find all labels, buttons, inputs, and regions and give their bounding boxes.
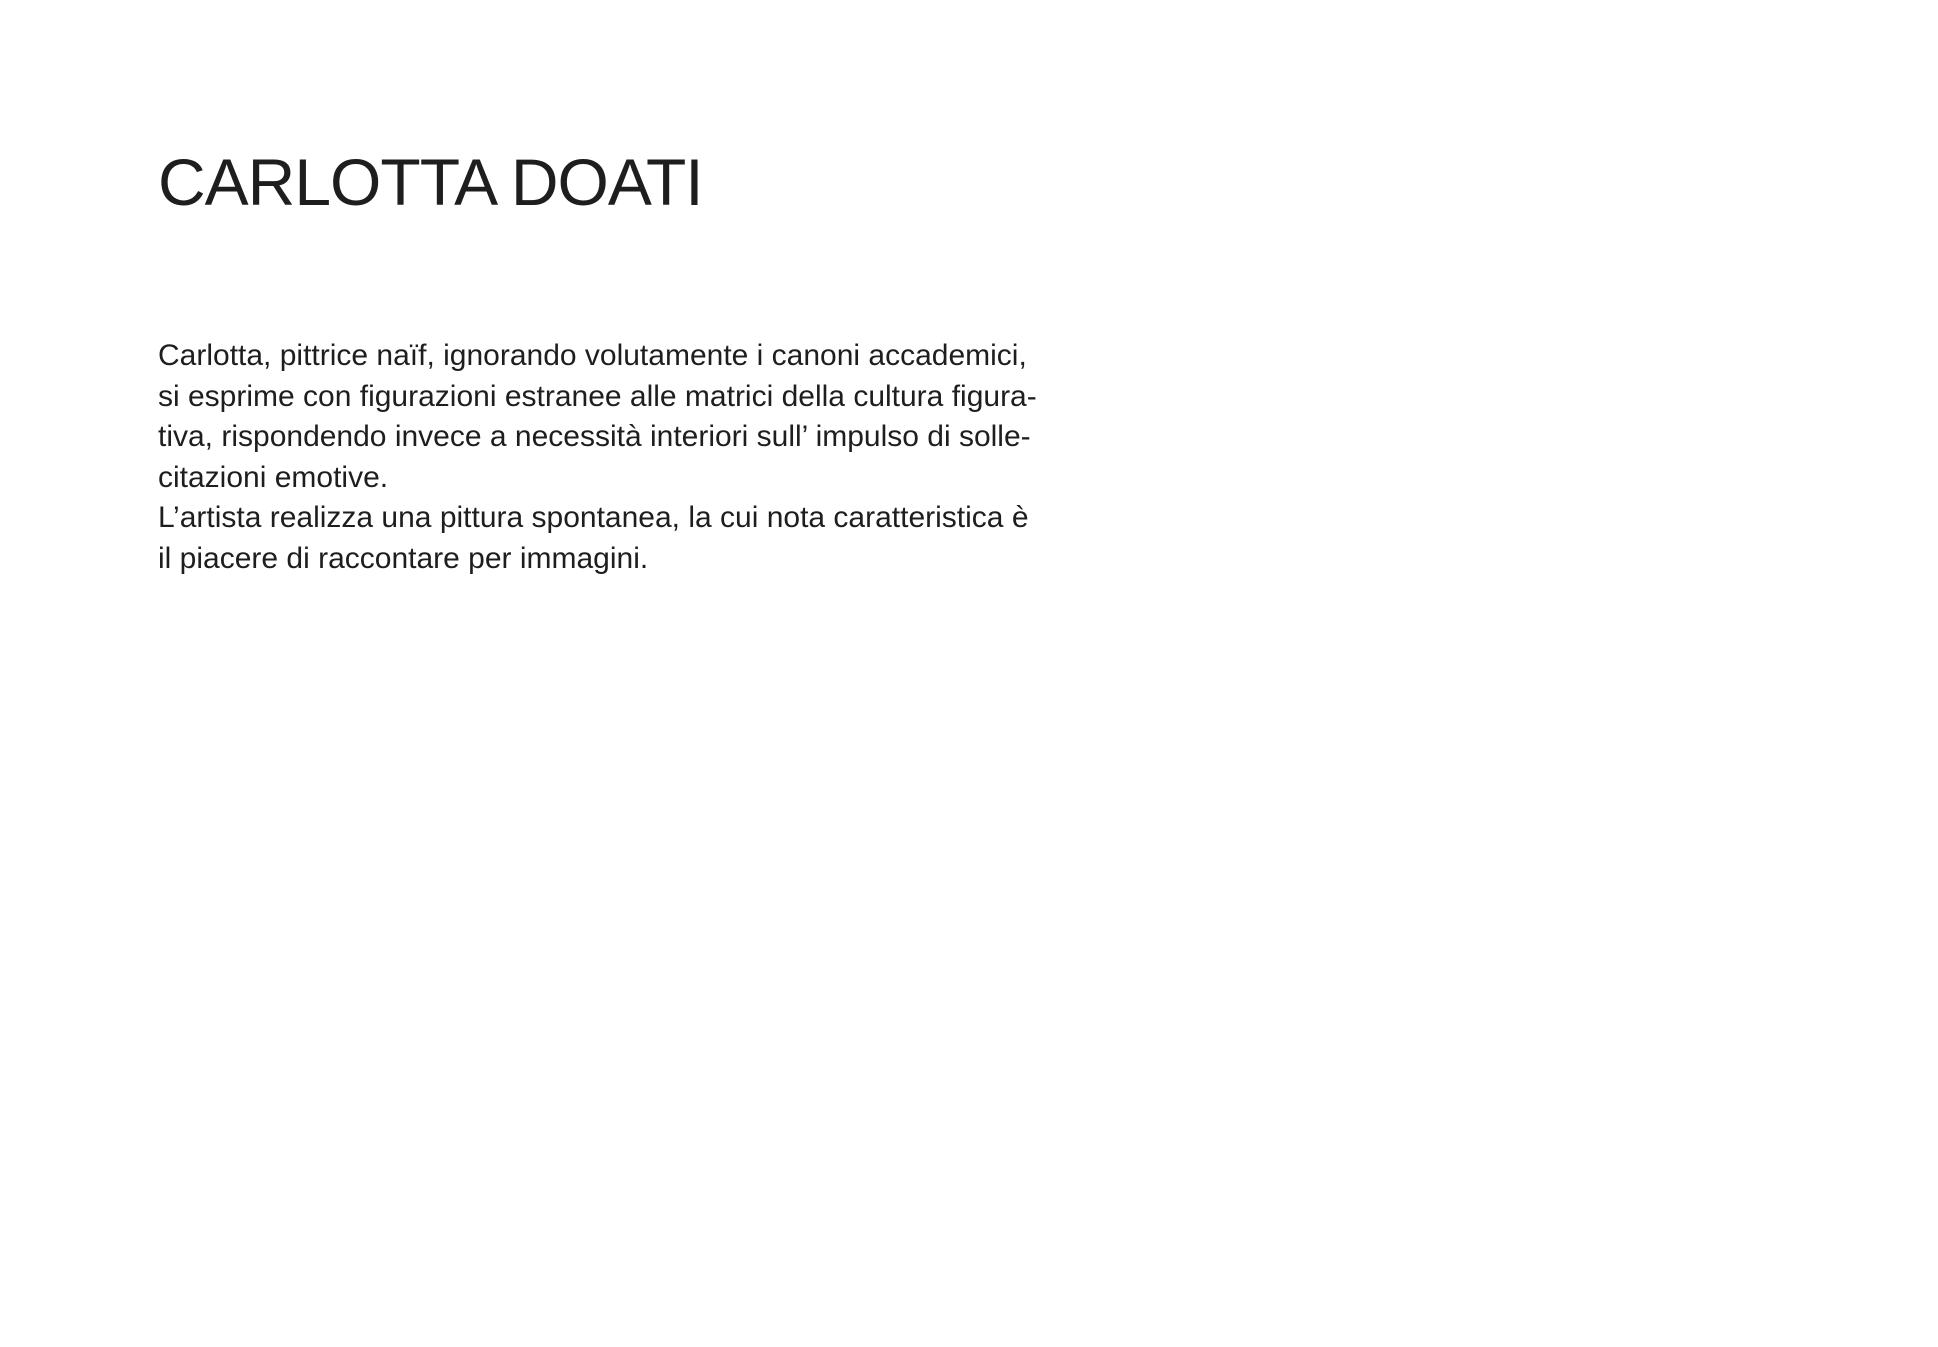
bio-line: L’artista realizza una pittura spontanea, la cui nota caratteristica è [158,501,1029,534]
bio-line: il piacere di raccontare per immagini. [158,541,649,575]
bio-line: si esprime con figurazioni estranee alle matrici della cultura figura- [158,379,1037,413]
bio-line: citazioni emotive. [158,460,389,494]
bio-line: Carlotta, pittrice naïf, ignorando volutamente i canoni accademici, [158,339,1027,372]
artist-bio [158,336,1158,579]
page-title: CARLOTTA DOATI [158,145,703,219]
bio-line: tiva, rispondendo invece a necessità interiori sull’ impulso di solle- [158,420,1031,453]
